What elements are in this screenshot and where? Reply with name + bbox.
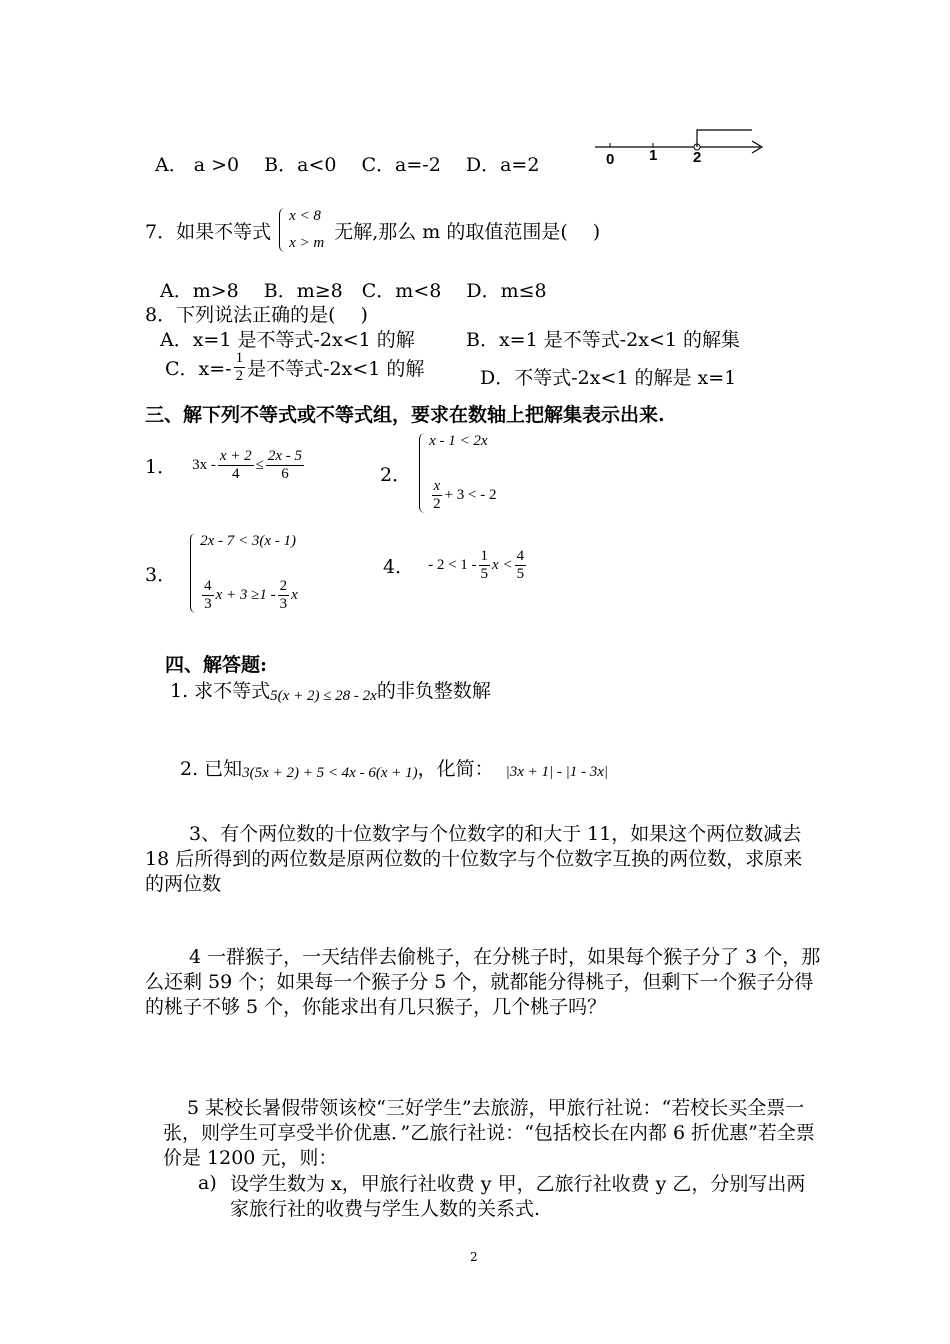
q7-options: A．m>8 B．m≥8 C．m<8 D．m≤8	[160, 280, 547, 302]
s3-problem4	[383, 548, 528, 584]
s3-p4-expr: - 2 < 1 - $\frac{1}{5}$ x < $\frac{4}{5}$	[428, 548, 525, 583]
s3-p1-expr: 3x - $\frac{x + 2}{4}$ ≤ $\frac{2x - 5}{6}$	[192, 448, 303, 483]
number-line-ray	[697, 130, 752, 147]
s4-q2-expr: |3x + 1| - |1 - 3x|	[505, 764, 609, 780]
s4-q2-math: 3(5x + 2) + 5 < 4x - 6(x + 1)	[242, 765, 418, 781]
s4-q1-prefix: 1. 求不等式	[170, 680, 271, 702]
s4-q5a: 设学生数为 x，甲旅行社收费 y 甲，乙旅行社收费 y 乙，分别写出两家旅行社的收费与学生人数的关系式.	[230, 1173, 806, 1220]
tick-label-2: 2	[693, 149, 702, 166]
s4-q1-suffix: 的非负整数解	[376, 680, 491, 702]
s4-q4: 4 一群猴子，一天结伴去偷桃子，在分桃子时，如果每个猴子分了 3 个，那么还剩 59 个；如果每一个猴子分 5 个，就都能分得桃子，但剩下一个猴子分得的桃子不够 5 个，你能求出有几只猴子，几个桃子吗？	[145, 946, 821, 1018]
s3-p4-label: 4．	[383, 556, 415, 579]
s4-q2-prefix: 2. 已知	[180, 758, 243, 780]
q7-stem	[145, 208, 600, 252]
s4-q2-mid: ，化简：	[417, 758, 494, 780]
s3-p2-label: 2．	[380, 463, 412, 486]
s4-q3: 3、有个两位数的十位数字与个位数字的和大于 11，如果这个两位数减去 18 后所得到的两位数是原两位数的十位数字与个位数字互换的两位数，求原来的两位数	[145, 823, 803, 895]
q8-option-b: B．x=1 是不等式-2x<1 的解集	[466, 329, 740, 351]
q8-option-a: A．x=1 是不等式-2x<1 的解	[160, 329, 415, 351]
page-number: 2	[470, 1250, 478, 1264]
q7-suffix: 无解,那么 m 的取值范围是( )	[334, 220, 601, 243]
s3-p1-label: 1．	[145, 456, 177, 479]
s4-q5: 5 某校长暑假带领该校“三好学生”去旅游，甲旅行社说：“若校长买全票一张，则学生可享受半价优惠．”乙旅行社说：“包括校长在内都 6 折优惠”若全票价是 1200 元，则：	[163, 1097, 815, 1169]
q7-prefix: 7．如果不等式	[145, 220, 272, 243]
q6-options: A． a >0 B．a<0 C．a=-2 D．a=2	[155, 154, 540, 176]
tick-label-0: 0	[606, 151, 615, 168]
q8-option-d: D．不等式-2x<1 的解是 x=1	[480, 367, 737, 389]
q8-option-c-fraction: $\frac{1}{2}$	[235, 350, 244, 385]
tick-label-1: 1	[649, 147, 658, 164]
s4-q1-math: 5(x + 2) ≤ 28 - 2x	[270, 688, 377, 704]
s3-p3-label: 3．	[145, 563, 177, 586]
s4-q2	[180, 753, 608, 782]
s3-p3-system: 2x - 7 < 3(x - 1) $\frac{4}{3}$ x + 3 ≥1 - $\frac{2}{3}$ x	[190, 533, 298, 613]
q8-stem: 8．下列说法正确的是( )	[145, 304, 368, 326]
q7-system-line2: x > m	[289, 235, 325, 251]
q8-option-c-suffix: 是不等式-2x<1 的解	[247, 358, 425, 381]
q7-system-line1: x < 8	[289, 208, 321, 224]
s3-problem2	[380, 433, 497, 513]
s4-q1	[170, 674, 491, 705]
number-line	[590, 122, 770, 172]
q7-system	[279, 208, 324, 252]
s3-problem1	[145, 448, 306, 484]
section3-title: 三、解下列不等式或不等式组，要求在数轴上把解集表示出来.	[145, 404, 665, 426]
q8-option-c-prefix: C．x=-	[165, 358, 232, 381]
q8-option-c	[165, 350, 424, 386]
section4-title: 四、解答题:	[165, 654, 268, 676]
s3-p2-system: x - 1 < 2x $\frac{x}{2}$ + 3 < - 2	[419, 433, 496, 513]
s4-q5a-label: a)	[198, 1172, 217, 1194]
s3-problem3	[145, 533, 298, 613]
